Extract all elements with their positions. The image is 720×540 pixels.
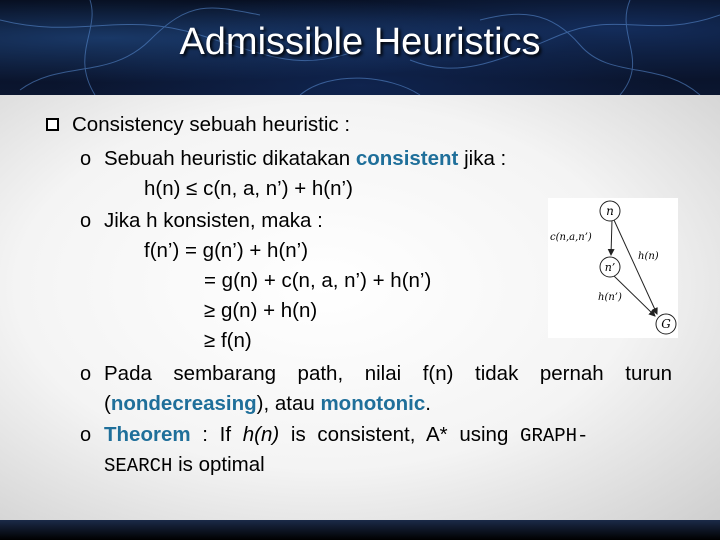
sub-bullet-icon: o <box>80 363 92 385</box>
node-n-label: n <box>606 204 614 218</box>
label-hnprime: h(n’) <box>598 292 622 303</box>
sub-bullet-icon: o <box>80 148 92 170</box>
node-goal-label: G <box>661 317 671 331</box>
item-1-highlight: consistent <box>355 147 459 170</box>
footer-band <box>0 520 720 540</box>
edge-n-to-nprime <box>611 220 612 255</box>
item-3-mid: ), atau <box>256 392 321 415</box>
item-3-highlight-monotonic: monotonic <box>320 392 426 415</box>
item-4-end: is optimal <box>172 453 265 476</box>
item-4-italic: h(n) <box>242 423 280 446</box>
title-bar <box>0 0 720 95</box>
page-title: Admissible Heuristics <box>179 21 541 63</box>
item-3-highlight-nondecreasing: nondecreasing <box>110 392 257 415</box>
label-hn: h(n) <box>638 251 659 262</box>
equation-line-2: = g(n) + c(n, a, n’) + h(n’) <box>204 269 432 292</box>
equation-line-4: ≥ f(n) <box>204 329 252 352</box>
diagram-svg <box>548 198 678 338</box>
item-4-line-1 <box>104 422 588 449</box>
item-1 <box>104 146 506 172</box>
label-cost: c(n,a,n’) <box>550 232 592 243</box>
checkbox-bullet-icon <box>46 118 59 131</box>
consistency-diagram <box>548 198 678 338</box>
item-4-rest: is consistent, A* using <box>279 423 521 446</box>
item-3-open: ( <box>104 392 111 415</box>
item-3-line-2 <box>104 391 431 417</box>
item-1-suffix: jika : <box>458 147 507 170</box>
sub-bullet-icon: o <box>80 210 92 232</box>
item-4-highlight-theorem: Theorem <box>104 423 191 446</box>
formula-consistency: h(n) ≤ c(n, a, n’) + h(n’) <box>144 177 353 200</box>
bullet-main: Consistency sebuah heuristic : <box>72 113 351 136</box>
item-3-end: . <box>425 392 431 415</box>
node-nprime-label: n’ <box>604 261 616 274</box>
item-4-mono-graph: GRAPH- <box>520 425 589 447</box>
sub-bullet-icon: o <box>80 424 92 446</box>
item-3-line-1: Pada sembarang path, nilai f(n) tidak pernah turun <box>104 362 672 385</box>
item-4-mid: : If <box>190 423 243 446</box>
item-4-mono-search: SEARCH <box>104 455 173 477</box>
item-2: Jika h konsisten, maka : <box>104 209 323 232</box>
equation-line-1: f(n’) = g(n’) + h(n’) <box>144 239 309 262</box>
item-1-text: Sebuah heuristic dikatakan <box>104 147 356 170</box>
item-4-line-2 <box>104 452 265 479</box>
equation-line-3: ≥ g(n) + h(n) <box>204 299 318 322</box>
